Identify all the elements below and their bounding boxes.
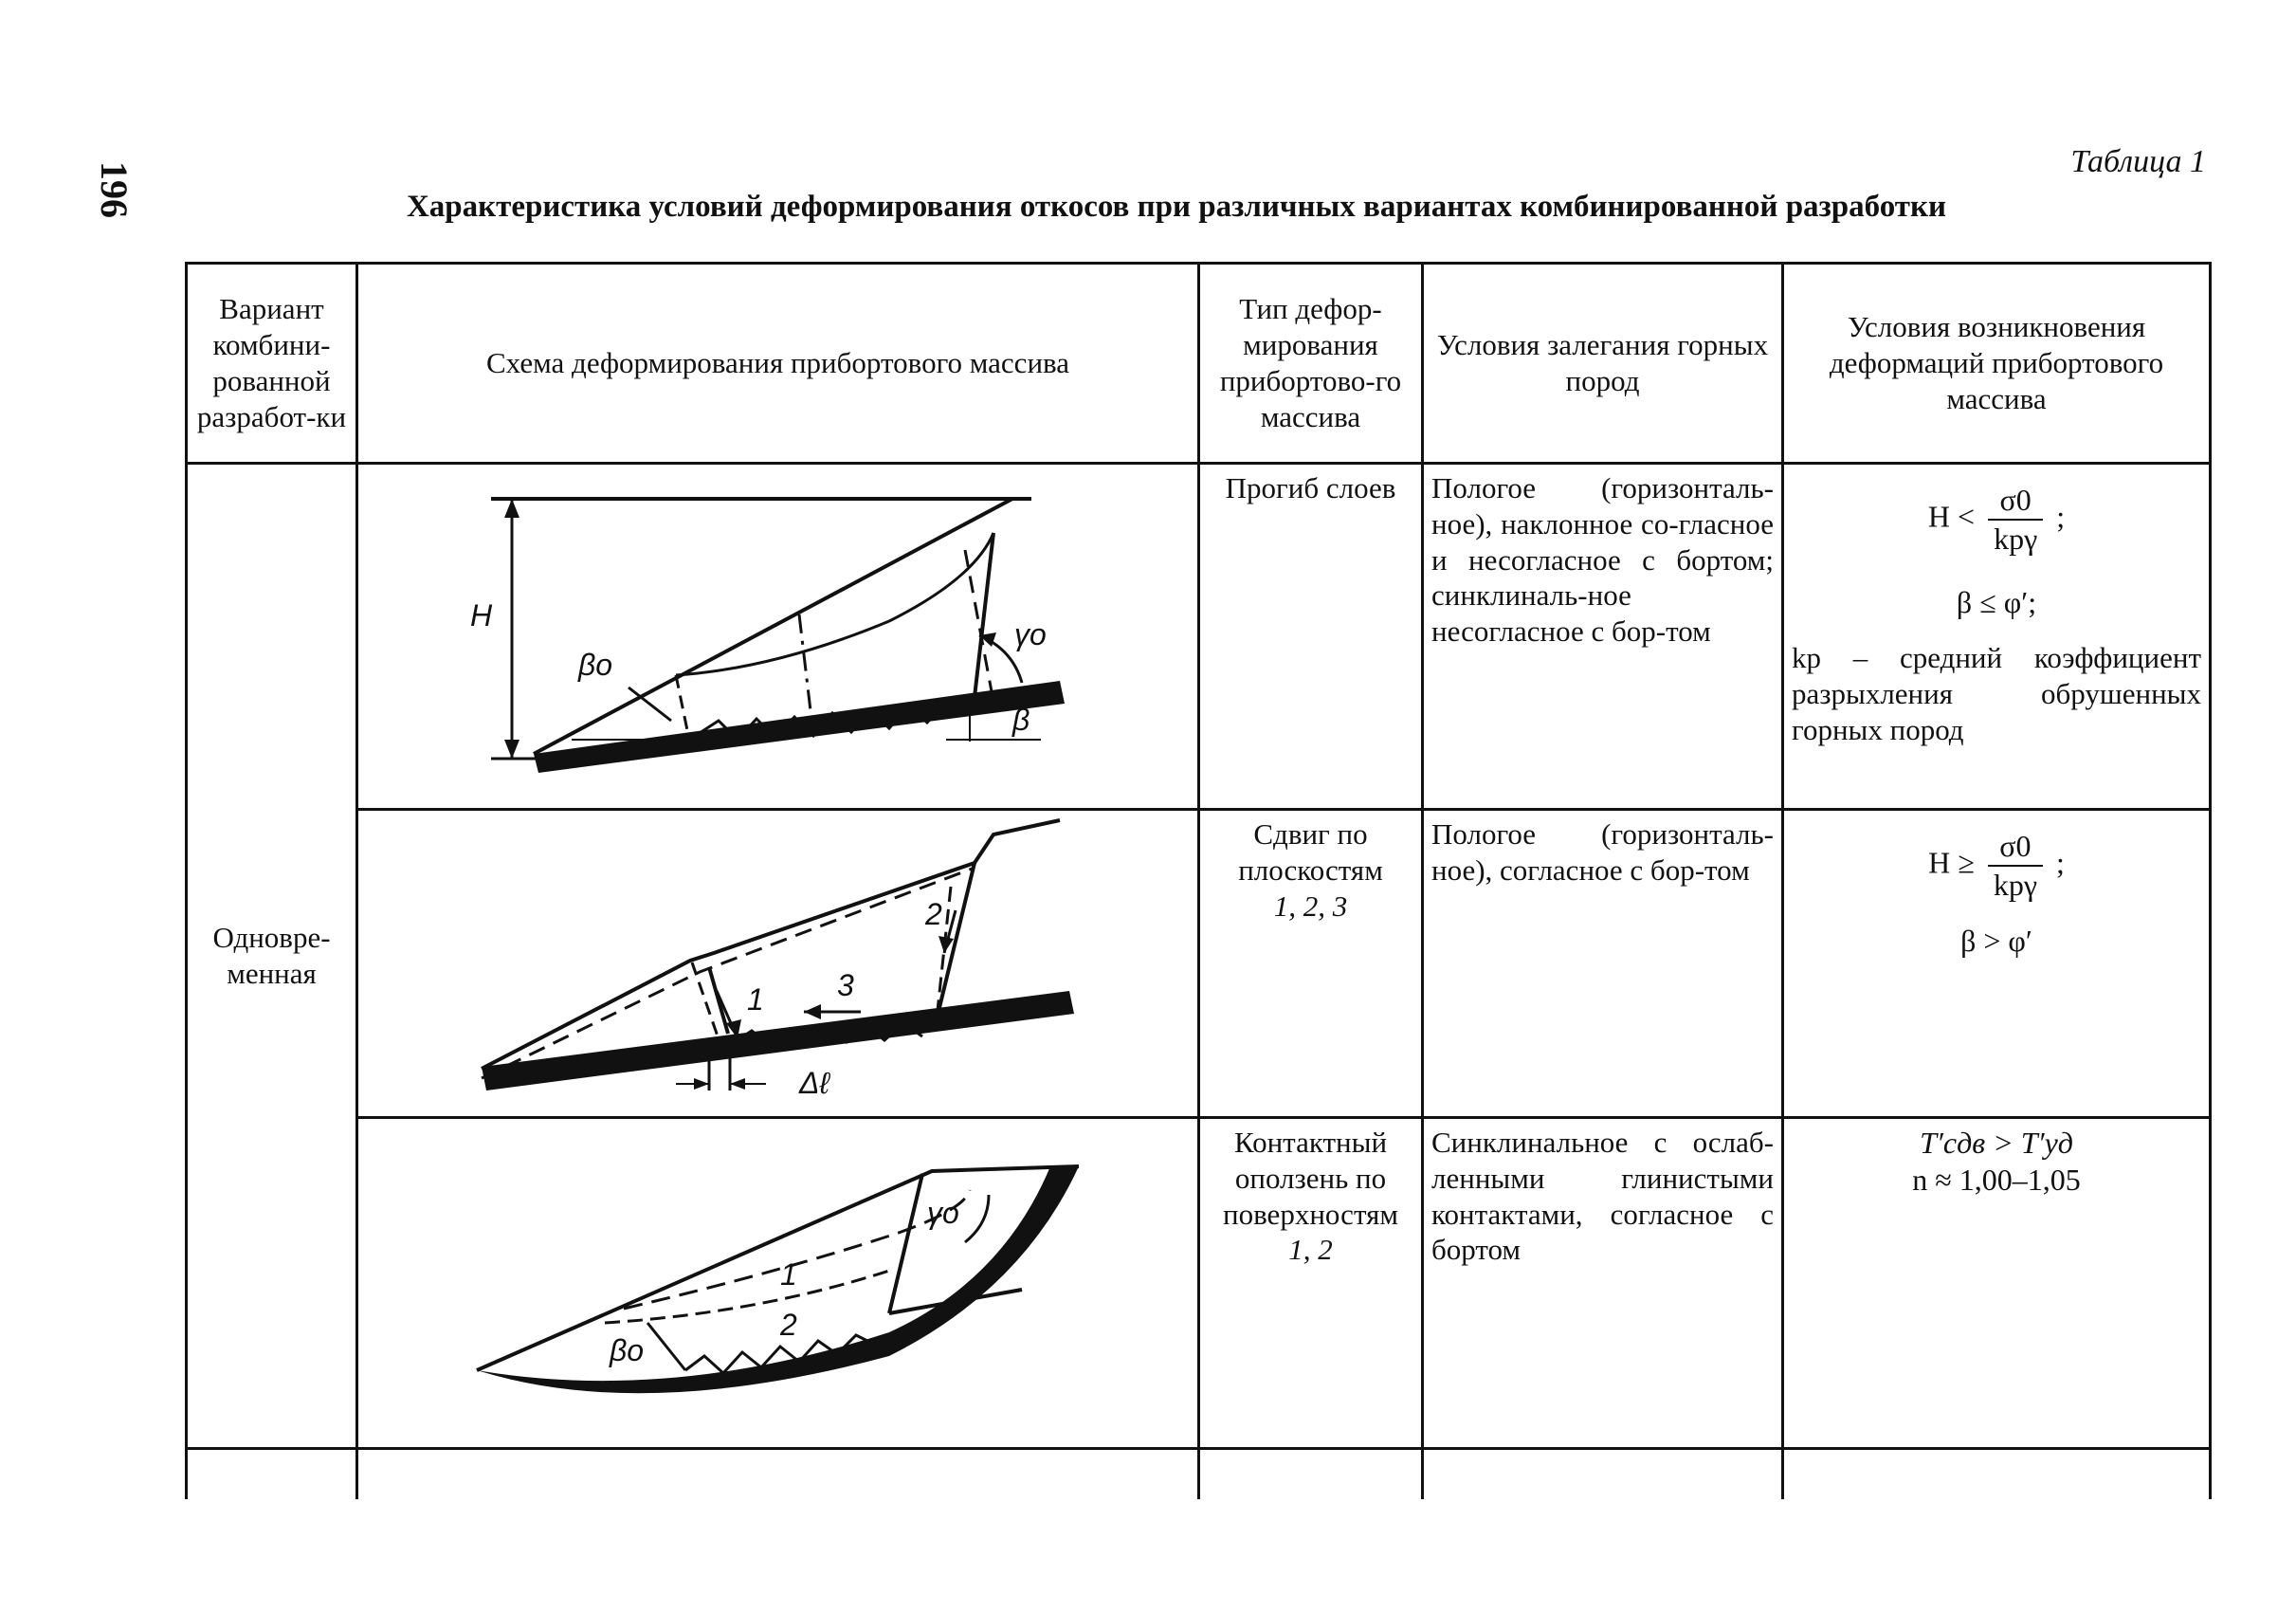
bending-diagram — [358, 465, 1200, 808]
formula-tail: ; — [2056, 499, 2066, 534]
empty-cell — [1199, 1449, 1423, 1500]
conditions-cell: Пологое (горизонталь-ное), согласное с бор-том — [1423, 810, 1783, 1118]
conditions-cell: Пологое (горизонталь-ное), наклонное со-гласное и несогласное с бортом; синклиналь-ное несогласное с бор-том — [1423, 464, 1783, 810]
label-delta-l: Δℓ — [799, 1066, 829, 1100]
label-beta0: βo — [610, 1333, 645, 1367]
label-2: 2 — [780, 1308, 797, 1342]
type-cell — [1199, 464, 1423, 810]
label-beta0: βo — [578, 648, 613, 682]
header-conditions: Условия залегания горных пород — [1423, 264, 1783, 464]
scheme-diagram-2 — [357, 810, 1199, 1118]
fraction-num: σ0 — [1988, 482, 2043, 521]
empty-cell — [1783, 1449, 2211, 1500]
formula-lhs: H ≥ — [1928, 845, 1975, 880]
formula-lhs: H < — [1927, 499, 1976, 534]
type-cell — [1199, 810, 1423, 1118]
landslide-diagram — [358, 1119, 1200, 1447]
formula-note: kр – средний коэффициент разрыхления обрушенных горных пород — [1792, 641, 2201, 746]
formula-3-line2: n ≈ 1,00–1,05 — [1912, 1163, 2081, 1198]
page-number: 196 — [93, 161, 136, 218]
table-row — [187, 464, 2211, 810]
formula-extra: β > φ′ — [1960, 924, 2032, 959]
label-gamma0: γo — [927, 1196, 959, 1230]
fraction-den: kpγ — [1994, 522, 2038, 557]
fraction-den: kpγ — [1993, 868, 2037, 903]
empty-cell — [357, 1449, 1199, 1500]
label-2: 2 — [925, 897, 942, 931]
header-scheme: Схема деформирования прибортового массива — [357, 264, 1199, 464]
empty-cell — [187, 1449, 357, 1500]
header-row — [187, 264, 2211, 464]
table-row-continued — [187, 1449, 2211, 1500]
causes-cell — [1783, 1118, 2211, 1449]
label-3: 3 — [837, 968, 854, 1002]
header-type: Тип дефор-мирования прибортово-го массива — [1199, 264, 1423, 464]
formula-1 — [1792, 482, 2201, 558]
fraction — [1988, 482, 2043, 558]
causes-cell — [1783, 464, 2211, 810]
label-gamma0: γo — [1014, 617, 1047, 651]
formula-tail: ; — [2055, 845, 2065, 880]
variant-cell: Одновре-менная — [187, 464, 357, 1449]
header-variant: Вариант комбини-рованной разработ-ки — [187, 264, 357, 464]
shear-diagram — [358, 811, 1200, 1116]
formula-extra: β ≤ φ′; — [1956, 585, 2037, 620]
empty-cell — [1423, 1449, 1783, 1500]
type-cell — [1199, 1118, 1423, 1449]
type-text: Прогиб слоев — [1225, 471, 1396, 504]
scheme-diagram-3 — [357, 1118, 1199, 1449]
deformation-table — [185, 262, 2212, 1499]
formula-3-line1: T′сдв > T′уд — [1920, 1126, 2073, 1160]
type-surfaces: 1, 2 — [1288, 1233, 1333, 1267]
label-1: 1 — [747, 982, 764, 1017]
table-label: Таблица 1 — [2070, 144, 2206, 179]
table-row — [187, 810, 2211, 1118]
label-H: H — [470, 598, 493, 632]
fraction-num: σ0 — [1988, 828, 2043, 867]
type-text: Сдвиг по плоскостям — [1238, 817, 1383, 887]
conditions-cell: Синклинальное с ослаб-ленными глинистыми контактами, согласное с бортом — [1423, 1118, 1783, 1449]
causes-cell — [1783, 810, 2211, 1118]
label-beta: β — [1012, 703, 1030, 737]
type-planes: 1, 2, 3 — [1273, 889, 1348, 923]
fraction — [1988, 828, 2043, 904]
formula-2 — [1792, 828, 2201, 904]
header-causes: Условия возникновения деформаций прибортового массива — [1783, 264, 2211, 464]
label-1: 1 — [780, 1257, 797, 1292]
table-caption: Характеристика условий деформирования откосов при различных вариантах комбинированной разработки — [406, 190, 1947, 224]
type-text: Контактный оползень по поверхностям — [1223, 1126, 1398, 1231]
scheme-diagram-1 — [357, 464, 1199, 810]
table-row — [187, 1118, 2211, 1449]
